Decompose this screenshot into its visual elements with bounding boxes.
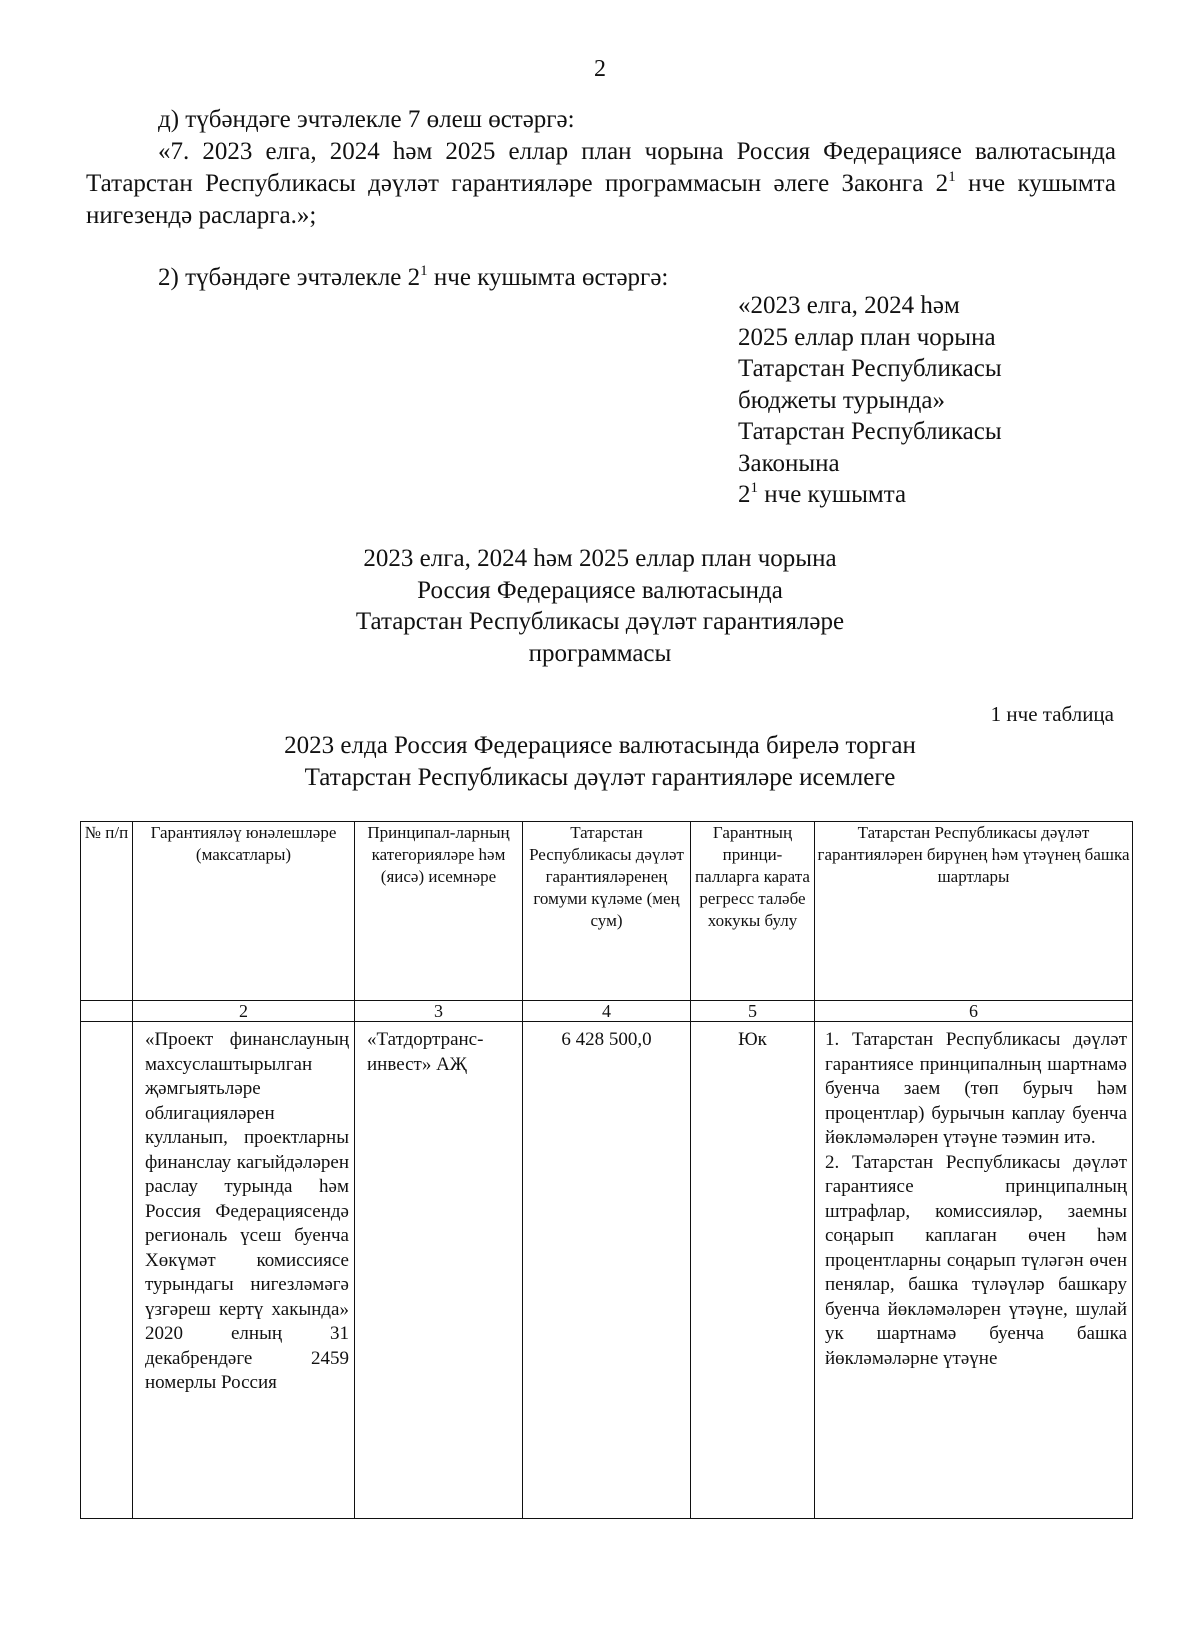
annex-line: Татарстан Республикасы	[738, 355, 1002, 382]
column-number-cell: 5	[691, 1001, 815, 1022]
annex-number: 2	[738, 481, 751, 508]
annex-text: нче кушымта	[758, 481, 907, 508]
condition-item-1: 1. Татарстан Республикасы дәүләт гарантиясе принципалның шартнамә буенча заем (төп бурыч һәм процентлар) бурычын каплау буенча йөкләмәләрен үтәүне тәэмин итә.	[825, 1029, 1127, 1148]
superscript: 1	[948, 168, 956, 185]
title-line: 2023 елга, 2024 һәм 2025 еллар план чорына	[363, 545, 837, 572]
column-number-cell: 3	[355, 1001, 523, 1022]
table-number: 1 нче таблица	[990, 702, 1114, 726]
header-cell-other-conditions: Татарстан Республикасы дәүләт гарантияләрен бирүнең һәм үтәүнең башка шартлары	[815, 822, 1133, 1001]
header-cell-recourse-right: Гарантның принци-палларга карата регресс таләбе хокукы булу	[691, 822, 815, 1001]
table-title	[0, 730, 1200, 793]
cell-number	[81, 1022, 133, 1519]
annex-line: «2023 елга, 2024 һәм	[738, 292, 960, 319]
paragraph-text: нче кушымта өстәргә:	[427, 264, 669, 291]
guarantees-table	[80, 821, 1133, 1519]
subtitle-line: 2023 елда Россия Федерациясе валютасында бирелә торган	[284, 732, 916, 759]
header-cell-total-volume: Татарстан Республикасы дәүләт гарантияләренең гомуми күләме (мең сум)	[523, 822, 691, 1001]
paragraph-text: нче кушымта нигезендә расларга.»;	[86, 170, 1116, 229]
page-number: 2	[594, 56, 606, 82]
table-row	[81, 1022, 1133, 1519]
header-cell-directions: Гарантияләү юнәлешләре (максатлары)	[133, 822, 355, 1001]
column-number-cell: 6	[815, 1001, 1133, 1022]
header-cell-number: № п/п	[81, 822, 133, 1001]
superscript: 1	[750, 479, 758, 496]
title-line: программасы	[528, 639, 672, 667]
header-cell-principals: Принципал-ларның категорияләре һәм (яисә) исемнәре	[355, 822, 523, 1001]
column-number-cell: 2	[133, 1001, 355, 1022]
cell-recourse-right: Юк	[691, 1022, 815, 1519]
column-number-cell	[81, 1001, 133, 1022]
title-line: Татарстан Республикасы дәүләт гарантияләре	[355, 608, 845, 635]
paragraph-text: д) түбәндәге эчтәлекле 7 өлеш өстәргә:	[158, 106, 575, 133]
condition-item-2: 2. Татарстан Республикасы дәүләт гарантиясе принципалның штрафлар, комиссияләр, заемны соңарып каплаган өчен һәм процентларны соңарып түләгән өчен пенялар, башка түләүләр башкару буенча йөкләмәләрен үтәүне, шулай ук шартнамә буенча башка йөкләмәләрне үтәүне	[825, 1151, 1127, 1369]
column-number-row	[81, 1001, 1133, 1022]
annex-line	[738, 479, 1002, 511]
cell-principal: «Татдортранс-инвест» АҖ	[355, 1022, 523, 1519]
cell-direction: «Проект финанслауның махсуслаштырылган җәмгыятьләре облигацияләрен кулланып, проектларны финанслау кагыйдәләрен раслау турында һәм Россия Федерациясендә региональ үсеш буенча Хөкүмәт комиссиясе турындагы нигезләмәгә үзгәреш кертү хакында» 2020 елның 31 декабрендәге 2459 номерлы Россия	[133, 1022, 355, 1519]
title-line: Россия Федерациясе валютасында	[417, 576, 783, 604]
superscript: 1	[420, 262, 428, 279]
table-header-row	[81, 822, 1133, 1001]
column-number-cell: 4	[523, 1001, 691, 1022]
subtitle-line: Татарстан Республикасы дәүләт гарантияләре исемлеге	[304, 763, 896, 791]
cell-total-volume: 6 428 500,0	[523, 1022, 691, 1519]
annex-heading	[738, 290, 1002, 511]
cell-other-conditions	[815, 1022, 1133, 1519]
program-title	[0, 543, 1200, 669]
paragraph-text: 2) түбәндәге эчтәлекле 2	[158, 264, 421, 291]
paragraph-text: «7. 2023 елга, 2024 һәм 2025 еллар план чорына Россия Федерациясе валютасында Татарстан Республикасы дәүләт гарантияләре программасын әлеге Законга 2	[86, 138, 1116, 197]
annex-line: Законына	[738, 449, 840, 477]
paragraph-item-d	[86, 104, 1116, 136]
annex-line: 2025 еллар план чорына	[738, 323, 996, 351]
paragraph-item-7	[86, 136, 1116, 232]
annex-line: бюджеты турында»	[738, 386, 945, 414]
annex-line: Татарстан Республикасы	[738, 418, 1002, 445]
